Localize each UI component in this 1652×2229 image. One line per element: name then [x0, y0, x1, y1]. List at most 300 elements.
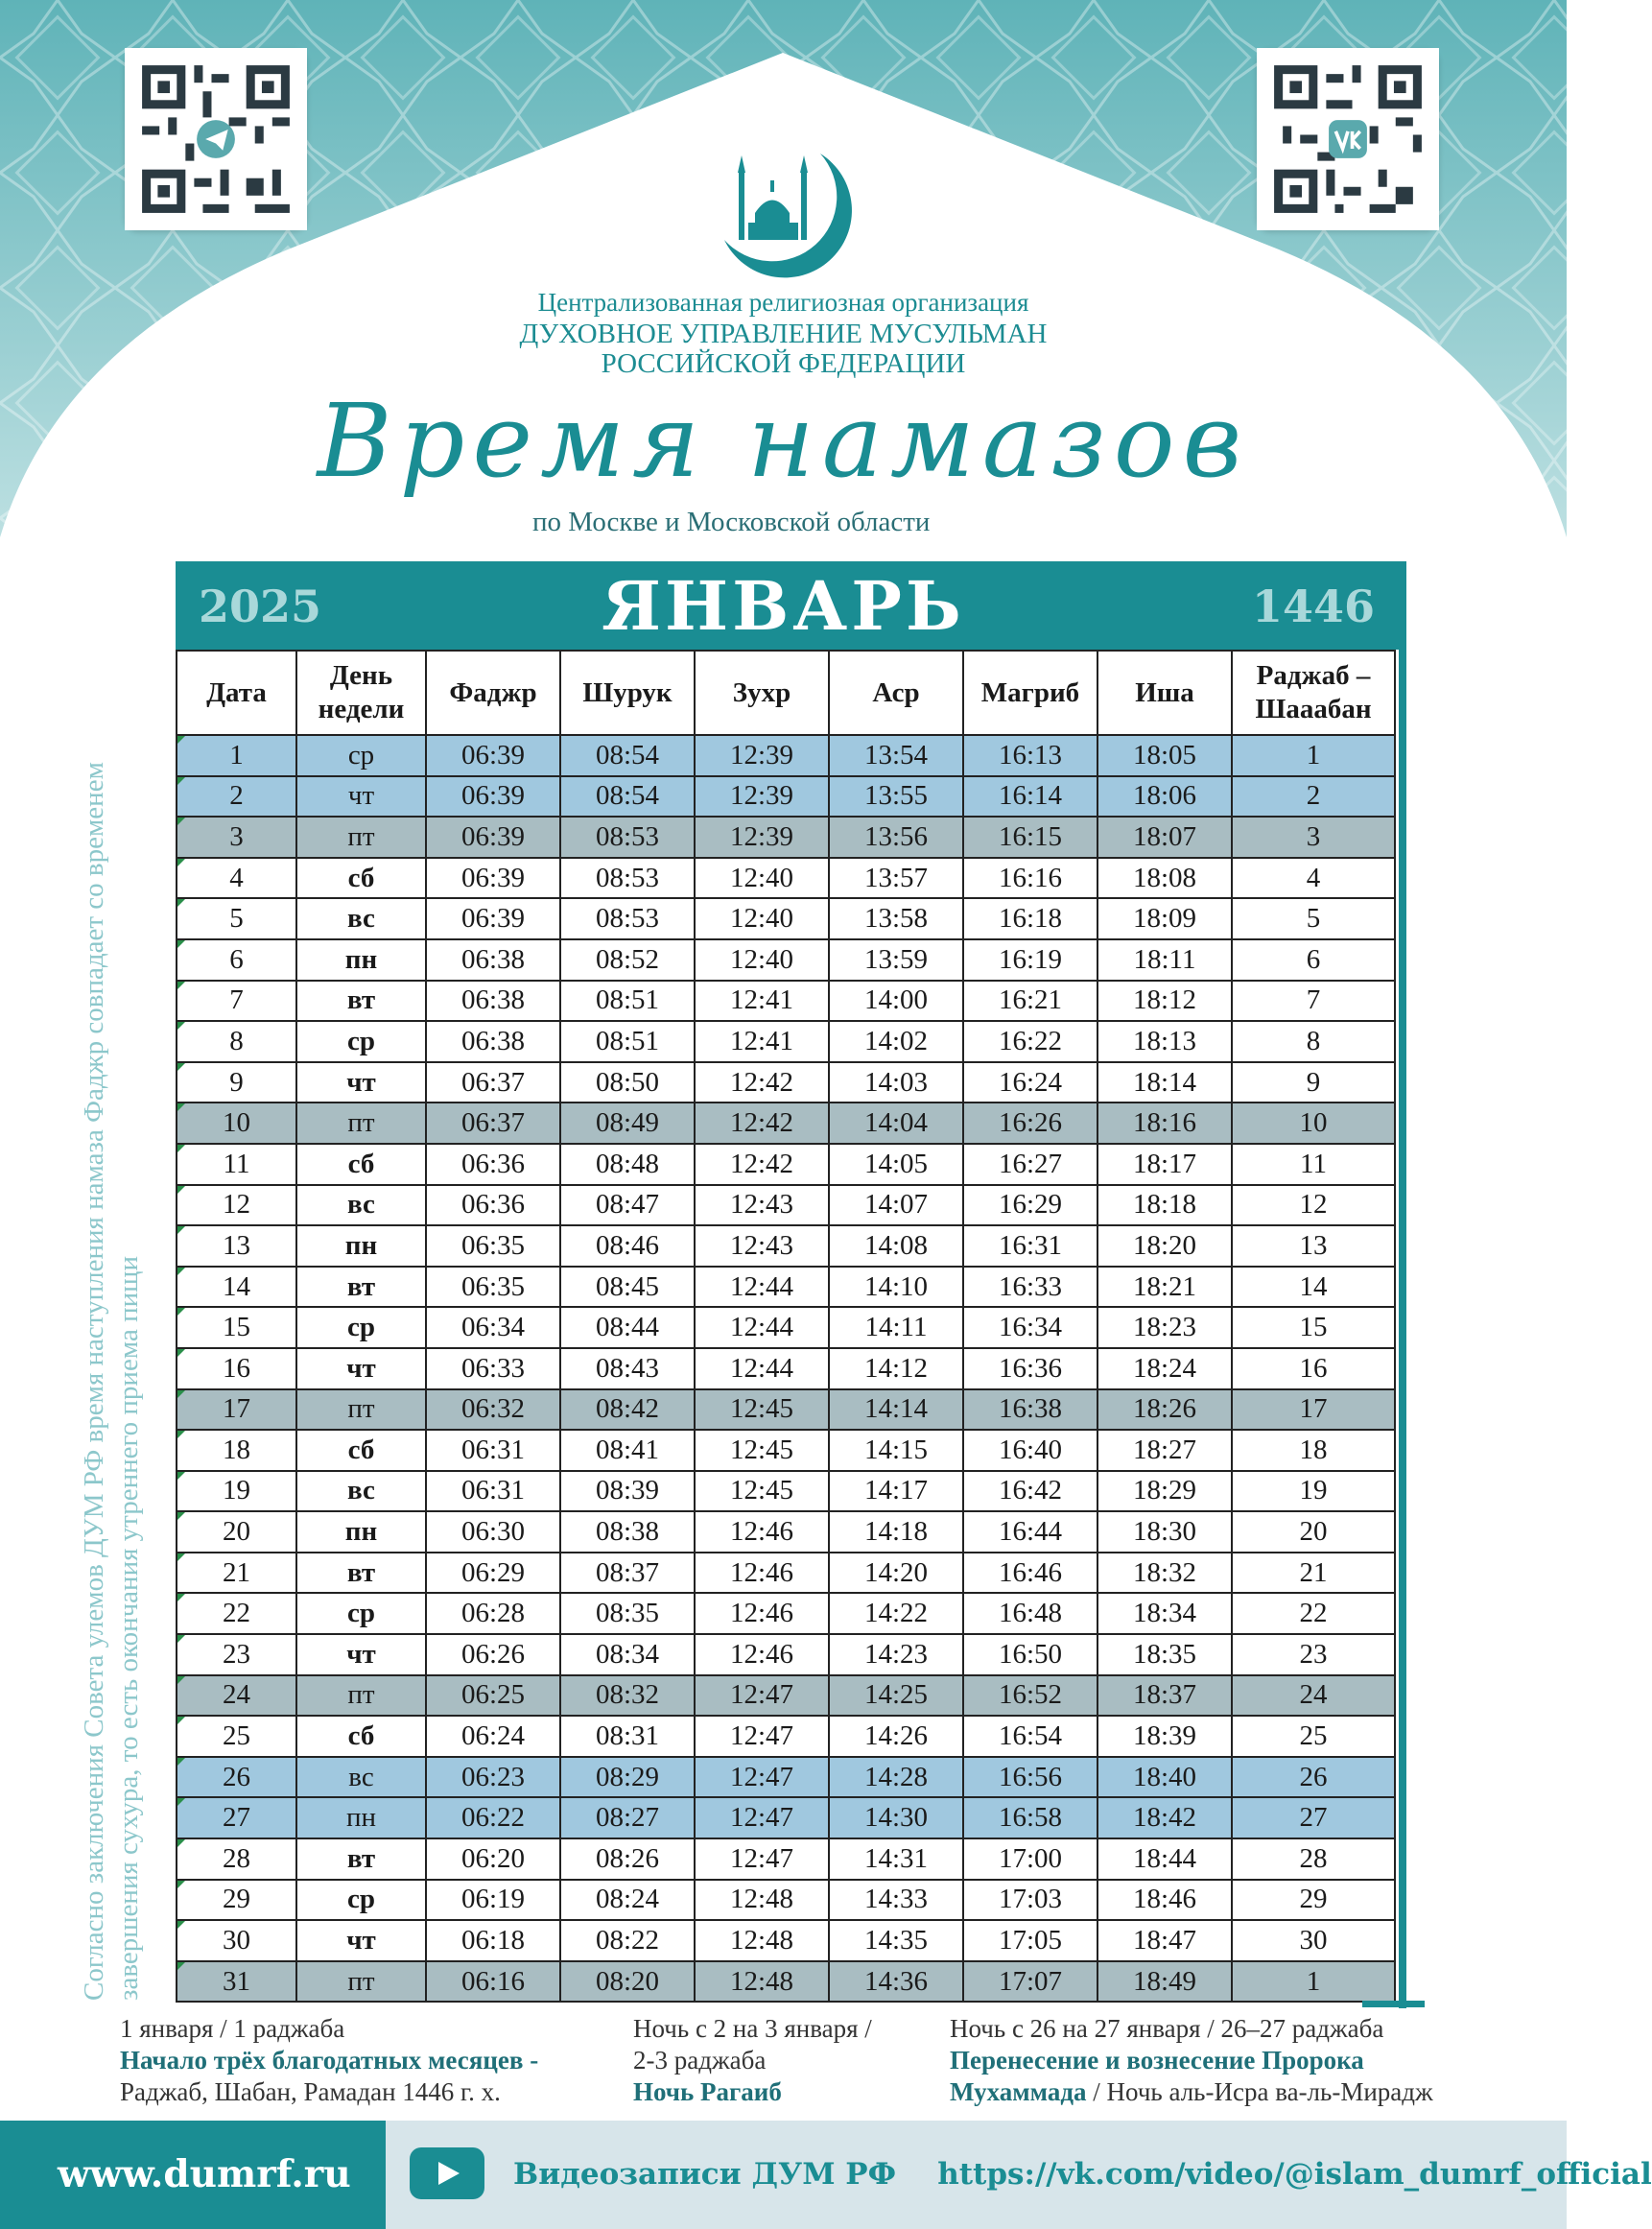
table-row [177, 1593, 1395, 1634]
fajr-cell: 06:24 [426, 1716, 560, 1757]
maghrib-cell: 16:38 [963, 1389, 1097, 1431]
maghrib-cell: 16:15 [963, 817, 1097, 858]
hijri-date-cell: 17 [1232, 1389, 1395, 1431]
zuhr-cell: 12:45 [695, 1471, 829, 1512]
hijri-date-cell: 1 [1232, 735, 1395, 776]
table-row [177, 1880, 1395, 1921]
asr-cell: 14:31 [829, 1838, 963, 1880]
isha-cell: 18:40 [1097, 1757, 1232, 1798]
fajr-cell: 06:38 [426, 981, 560, 1022]
date-cell: 24 [177, 1675, 296, 1717]
table-row [177, 1797, 1395, 1838]
shuruk-cell: 08:31 [560, 1716, 695, 1757]
date-cell: 7 [177, 981, 296, 1022]
maghrib-cell: 16:40 [963, 1430, 1097, 1471]
isha-cell: 18:13 [1097, 1021, 1232, 1062]
shuruk-cell: 08:41 [560, 1430, 695, 1471]
hijri-year: 1446 [1252, 581, 1376, 632]
isha-cell: 18:47 [1097, 1920, 1232, 1961]
shuruk-cell: 08:29 [560, 1757, 695, 1798]
hijri-date-cell: 8 [1232, 1021, 1395, 1062]
column-header-date: Дата [177, 651, 296, 735]
date-cell: 27 [177, 1797, 296, 1838]
table-row [177, 858, 1395, 899]
asr-cell: 14:30 [829, 1797, 963, 1838]
date-cell: 30 [177, 1920, 296, 1961]
event-note-3 [950, 2013, 1525, 2108]
table-row [177, 1675, 1395, 1717]
fajr-cell: 06:38 [426, 939, 560, 981]
shuruk-cell: 08:54 [560, 776, 695, 818]
weekday-cell: пт [296, 1103, 426, 1144]
hijri-date-cell: 1 [1232, 1961, 1395, 2003]
date-cell: 11 [177, 1144, 296, 1185]
table-row [177, 1471, 1395, 1512]
date-cell: 3 [177, 817, 296, 858]
fajr-cell: 06:39 [426, 858, 560, 899]
zuhr-cell: 12:47 [695, 1716, 829, 1757]
event-note-2-title: Ночь Рагаиб [633, 2077, 782, 2106]
maghrib-cell: 16:31 [963, 1225, 1097, 1267]
maghrib-cell: 16:22 [963, 1021, 1097, 1062]
zuhr-cell: 12:46 [695, 1511, 829, 1553]
zuhr-cell: 12:46 [695, 1634, 829, 1675]
fajr-cell: 06:37 [426, 1062, 560, 1103]
shuruk-cell: 08:37 [560, 1553, 695, 1594]
event-note-3-date: Ночь с 26 на 27 января / 26–27 раджаба [950, 2014, 1384, 2043]
date-cell: 31 [177, 1961, 296, 2003]
zuhr-cell: 12:39 [695, 735, 829, 776]
date-cell: 28 [177, 1838, 296, 1880]
shuruk-cell: 08:53 [560, 858, 695, 899]
zuhr-cell: 12:45 [695, 1430, 829, 1471]
maghrib-cell: 16:13 [963, 735, 1097, 776]
fajr-cell: 06:34 [426, 1307, 560, 1348]
weekday-cell: вт [296, 981, 426, 1022]
shuruk-cell: 08:22 [560, 1920, 695, 1961]
page-subtitle: по Москве и Московской области [532, 507, 931, 537]
isha-cell: 18:23 [1097, 1307, 1232, 1348]
weekday-cell: пн [296, 1225, 426, 1267]
asr-cell: 14:17 [829, 1471, 963, 1512]
weekday-cell: вт [296, 1838, 426, 1880]
prayer-times-table [176, 650, 1396, 2003]
video-url: https://vk.com/video/@islam_dumrf_official [937, 2157, 1652, 2192]
hijri-date-cell: 16 [1232, 1348, 1395, 1389]
table-row [177, 1716, 1395, 1757]
asr-cell: 14:15 [829, 1430, 963, 1471]
table-row [177, 1267, 1395, 1308]
table-body [177, 735, 1395, 2002]
weekday-cell: чт [296, 776, 426, 818]
fajr-cell: 06:25 [426, 1675, 560, 1717]
asr-cell: 13:54 [829, 735, 963, 776]
maghrib-cell: 16:34 [963, 1307, 1097, 1348]
date-cell: 16 [177, 1348, 296, 1389]
table-row [177, 1144, 1395, 1185]
shuruk-cell: 08:35 [560, 1593, 695, 1634]
weekday-cell: вс [296, 1471, 426, 1512]
weekday-cell: чт [296, 1062, 426, 1103]
fajr-cell: 06:39 [426, 735, 560, 776]
play-icon[interactable] [410, 2147, 484, 2199]
shuruk-cell: 08:26 [560, 1838, 695, 1880]
maghrib-cell: 16:48 [963, 1593, 1097, 1634]
isha-cell: 18:12 [1097, 981, 1232, 1022]
hijri-date-cell: 13 [1232, 1225, 1395, 1267]
isha-cell: 18:29 [1097, 1471, 1232, 1512]
column-header-fajr: Фаджр [426, 651, 560, 735]
hijri-date-cell: 11 [1232, 1144, 1395, 1185]
isha-cell: 18:09 [1097, 898, 1232, 939]
column-header-weekday: День недели [296, 651, 426, 735]
isha-cell: 18:37 [1097, 1675, 1232, 1717]
fajr-cell: 06:31 [426, 1471, 560, 1512]
fajr-cell: 06:35 [426, 1267, 560, 1308]
shuruk-cell: 08:53 [560, 898, 695, 939]
zuhr-cell: 12:41 [695, 1021, 829, 1062]
hijri-date-cell: 24 [1232, 1675, 1395, 1717]
vk-qr-code-icon[interactable] [1257, 48, 1439, 230]
date-cell: 6 [177, 939, 296, 981]
maghrib-cell: 16:52 [963, 1675, 1097, 1717]
date-cell: 13 [177, 1225, 296, 1267]
hijri-date-cell: 22 [1232, 1593, 1395, 1634]
weekday-cell: ср [296, 735, 426, 776]
fajr-cell: 06:38 [426, 1021, 560, 1062]
shuruk-cell: 08:44 [560, 1307, 695, 1348]
maghrib-cell: 16:44 [963, 1511, 1097, 1553]
date-cell: 4 [177, 858, 296, 899]
isha-cell: 18:49 [1097, 1961, 1232, 2003]
hijri-date-cell: 29 [1232, 1880, 1395, 1921]
event-note-2 [633, 2013, 921, 2108]
event-note-1 [120, 2013, 619, 2108]
isha-cell: 18:11 [1097, 939, 1232, 981]
zuhr-cell: 12:39 [695, 817, 829, 858]
fajr-cell: 06:36 [426, 1185, 560, 1226]
hijri-date-cell: 20 [1232, 1511, 1395, 1553]
weekday-cell: ср [296, 1307, 426, 1348]
weekday-cell: вт [296, 1553, 426, 1594]
hijri-date-cell: 18 [1232, 1430, 1395, 1471]
weekday-cell: пт [296, 817, 426, 858]
maghrib-cell: 16:19 [963, 939, 1097, 981]
fajr-cell: 06:28 [426, 1593, 560, 1634]
asr-cell: 14:35 [829, 1920, 963, 1961]
weekday-cell: сб [296, 858, 426, 899]
hijri-date-cell: 10 [1232, 1103, 1395, 1144]
organization-line-3: РОССИЙСКОЙ ФЕДЕРАЦИИ [601, 348, 966, 379]
telegram-qr-code-icon[interactable] [125, 48, 307, 230]
fajr-cell: 06:30 [426, 1511, 560, 1553]
weekday-cell: ср [296, 1880, 426, 1921]
column-header-hijri-date: Раджаб – Шааабан [1232, 651, 1395, 735]
maghrib-cell: 16:26 [963, 1103, 1097, 1144]
asr-cell: 14:23 [829, 1634, 963, 1675]
shuruk-cell: 08:53 [560, 817, 695, 858]
maghrib-cell: 16:46 [963, 1553, 1097, 1594]
asr-cell: 14:26 [829, 1716, 963, 1757]
table-row [177, 1634, 1395, 1675]
maghrib-cell: 17:05 [963, 1920, 1097, 1961]
shuruk-cell: 08:43 [560, 1348, 695, 1389]
hijri-date-cell: 19 [1232, 1471, 1395, 1512]
zuhr-cell: 12:47 [695, 1757, 829, 1798]
zuhr-cell: 12:39 [695, 776, 829, 818]
maghrib-cell: 17:07 [963, 1961, 1097, 2003]
asr-cell: 14:20 [829, 1553, 963, 1594]
isha-cell: 18:30 [1097, 1511, 1232, 1553]
fajr-cell: 06:36 [426, 1144, 560, 1185]
date-cell: 12 [177, 1185, 296, 1226]
fajr-cell: 06:22 [426, 1797, 560, 1838]
isha-cell: 18:18 [1097, 1185, 1232, 1226]
column-header-zuhr: Зухр [695, 651, 829, 735]
table-row [177, 1961, 1395, 2003]
date-cell: 10 [177, 1103, 296, 1144]
hijri-date-cell: 2 [1232, 776, 1395, 818]
date-cell: 8 [177, 1021, 296, 1062]
website-link[interactable]: www.dumrf.ru [58, 2152, 351, 2196]
maghrib-cell: 16:56 [963, 1757, 1097, 1798]
fajr-cell: 06:19 [426, 1880, 560, 1921]
asr-cell: 14:28 [829, 1757, 963, 1798]
hijri-date-cell: 15 [1232, 1307, 1395, 1348]
asr-cell: 14:10 [829, 1267, 963, 1308]
maghrib-cell: 17:00 [963, 1838, 1097, 1880]
maghrib-cell: 16:42 [963, 1471, 1097, 1512]
hijri-date-cell: 26 [1232, 1757, 1395, 1798]
shuruk-cell: 08:32 [560, 1675, 695, 1717]
hijri-date-cell: 6 [1232, 939, 1395, 981]
weekday-cell: сб [296, 1144, 426, 1185]
weekday-cell: ср [296, 1021, 426, 1062]
zuhr-cell: 12:48 [695, 1880, 829, 1921]
zuhr-cell: 12:40 [695, 858, 829, 899]
shuruk-cell: 08:51 [560, 981, 695, 1022]
event-note-3-title: Перенесение и вознесение Пророка [950, 2046, 1364, 2075]
shuruk-cell: 08:34 [560, 1634, 695, 1675]
shuruk-cell: 08:47 [560, 1185, 695, 1226]
isha-cell: 18:06 [1097, 776, 1232, 818]
hijri-date-cell: 25 [1232, 1716, 1395, 1757]
maghrib-cell: 16:24 [963, 1062, 1097, 1103]
frame-line-vertical [1399, 561, 1406, 2008]
shuruk-cell: 08:46 [560, 1225, 695, 1267]
isha-cell: 18:21 [1097, 1267, 1232, 1308]
organization-line-1: Централизованная религиозная организация [537, 288, 1029, 317]
weekday-cell: вс [296, 898, 426, 939]
date-cell: 19 [177, 1471, 296, 1512]
asr-cell: 14:11 [829, 1307, 963, 1348]
date-cell: 2 [177, 776, 296, 818]
weekday-cell: вс [296, 1185, 426, 1226]
maghrib-cell: 16:50 [963, 1634, 1097, 1675]
asr-cell: 14:12 [829, 1348, 963, 1389]
table-row [177, 1062, 1395, 1103]
asr-cell: 14:07 [829, 1185, 963, 1226]
shuruk-cell: 08:45 [560, 1267, 695, 1308]
isha-cell: 18:39 [1097, 1716, 1232, 1757]
column-header-maghrib: Магриб [963, 651, 1097, 735]
weekday-cell: чт [296, 1634, 426, 1675]
maghrib-cell: 16:36 [963, 1348, 1097, 1389]
shuruk-cell: 08:50 [560, 1062, 695, 1103]
maghrib-cell: 16:18 [963, 898, 1097, 939]
asr-cell: 13:55 [829, 776, 963, 818]
fajr-cell: 06:23 [426, 1757, 560, 1798]
zuhr-cell: 12:41 [695, 981, 829, 1022]
video-label: Видеозаписи ДУМ РФ [513, 2157, 897, 2192]
fajr-cell: 06:33 [426, 1348, 560, 1389]
zuhr-cell: 12:40 [695, 939, 829, 981]
asr-cell: 14:00 [829, 981, 963, 1022]
zuhr-cell: 12:40 [695, 898, 829, 939]
table-row [177, 1389, 1395, 1431]
isha-cell: 18:34 [1097, 1593, 1232, 1634]
asr-cell: 14:02 [829, 1021, 963, 1062]
maghrib-cell: 16:33 [963, 1267, 1097, 1308]
shuruk-cell: 08:49 [560, 1103, 695, 1144]
table-row [177, 776, 1395, 818]
weekday-cell: пт [296, 1961, 426, 2003]
asr-cell: 14:08 [829, 1225, 963, 1267]
table-row [177, 1307, 1395, 1348]
isha-cell: 18:07 [1097, 817, 1232, 858]
isha-cell: 18:27 [1097, 1430, 1232, 1471]
date-cell: 14 [177, 1267, 296, 1308]
maghrib-cell: 16:21 [963, 981, 1097, 1022]
table-row [177, 1021, 1395, 1062]
asr-cell: 14:05 [829, 1144, 963, 1185]
hijri-date-cell: 7 [1232, 981, 1395, 1022]
date-cell: 17 [177, 1389, 296, 1431]
date-cell: 1 [177, 735, 296, 776]
table-row [177, 1185, 1395, 1226]
asr-cell: 14:36 [829, 1961, 963, 2003]
shuruk-cell: 08:27 [560, 1797, 695, 1838]
month-title: ЯНВАРЬ [602, 566, 965, 646]
date-cell: 22 [177, 1593, 296, 1634]
zuhr-cell: 12:47 [695, 1675, 829, 1717]
zuhr-cell: 12:42 [695, 1062, 829, 1103]
weekday-cell: пт [296, 1389, 426, 1431]
hijri-date-cell: 3 [1232, 817, 1395, 858]
weekday-cell: пт [296, 1675, 426, 1717]
weekday-cell: пн [296, 939, 426, 981]
fajr-cell: 06:39 [426, 898, 560, 939]
maghrib-cell: 16:29 [963, 1185, 1097, 1226]
side-note: Согласно заключения Совета улемов ДУМ РФ время наступления намаза Фаджр совпадает со временем завершения сухура, то есть окончания утреннего приема пищи [79, 762, 144, 2001]
asr-cell: 14:14 [829, 1389, 963, 1431]
event-note-2-date-2: 2-3 раджаба [633, 2046, 767, 2075]
asr-cell: 14:22 [829, 1593, 963, 1634]
shuruk-cell: 08:20 [560, 1961, 695, 2003]
table-row [177, 1553, 1395, 1594]
table-row [177, 981, 1395, 1022]
fajr-cell: 06:32 [426, 1389, 560, 1431]
table-row [177, 735, 1395, 776]
event-note-3-text: / Ночь аль-Исра ва-ль-Мирадж [1086, 2077, 1433, 2106]
maghrib-cell: 16:27 [963, 1144, 1097, 1185]
mosque-crescent-logo-icon [705, 134, 863, 293]
maghrib-cell: 16:16 [963, 858, 1097, 899]
fajr-cell: 06:26 [426, 1634, 560, 1675]
date-cell: 21 [177, 1553, 296, 1594]
asr-cell: 14:04 [829, 1103, 963, 1144]
isha-cell: 18:44 [1097, 1838, 1232, 1880]
shuruk-cell: 08:42 [560, 1389, 695, 1431]
hijri-date-cell: 4 [1232, 858, 1395, 899]
maghrib-cell: 17:03 [963, 1880, 1097, 1921]
weekday-cell: чт [296, 1348, 426, 1389]
zuhr-cell: 12:46 [695, 1553, 829, 1594]
table-row [177, 1225, 1395, 1267]
asr-cell: 14:33 [829, 1880, 963, 1921]
asr-cell: 13:57 [829, 858, 963, 899]
asr-cell: 14:18 [829, 1511, 963, 1553]
table-header-row [177, 651, 1395, 735]
page-title: Время намазов [317, 382, 1250, 500]
isha-cell: 18:26 [1097, 1389, 1232, 1431]
weekday-cell: сб [296, 1430, 426, 1471]
shuruk-cell: 08:48 [560, 1144, 695, 1185]
weekday-cell: вс [296, 1757, 426, 1798]
isha-cell: 18:17 [1097, 1144, 1232, 1185]
shuruk-cell: 08:54 [560, 735, 695, 776]
hijri-date-cell: 30 [1232, 1920, 1395, 1961]
table-row [177, 1920, 1395, 1961]
hijri-date-cell: 9 [1232, 1062, 1395, 1103]
zuhr-cell: 12:47 [695, 1797, 829, 1838]
shuruk-cell: 08:24 [560, 1880, 695, 1921]
zuhr-cell: 12:45 [695, 1389, 829, 1431]
table-row [177, 817, 1395, 858]
column-header-shuruk: Шурук [560, 651, 695, 735]
zuhr-cell: 12:46 [695, 1593, 829, 1634]
fajr-cell: 06:35 [426, 1225, 560, 1267]
isha-cell: 18:16 [1097, 1103, 1232, 1144]
weekday-cell: ср [296, 1593, 426, 1634]
table-row [177, 1103, 1395, 1144]
zuhr-cell: 12:48 [695, 1961, 829, 2003]
event-note-1-text: Раджаб, Шабан, Рамадан 1446 г. х. [120, 2077, 501, 2106]
asr-cell: 14:25 [829, 1675, 963, 1717]
fajr-cell: 06:31 [426, 1430, 560, 1471]
fajr-cell: 06:39 [426, 776, 560, 818]
fajr-cell: 06:29 [426, 1553, 560, 1594]
zuhr-cell: 12:48 [695, 1920, 829, 1961]
asr-cell: 14:03 [829, 1062, 963, 1103]
event-note-1-date: 1 января / 1 раджаба [120, 2014, 345, 2043]
column-header-isha: Иша [1097, 651, 1232, 735]
shuruk-cell: 08:51 [560, 1021, 695, 1062]
isha-cell: 18:08 [1097, 858, 1232, 899]
isha-cell: 18:35 [1097, 1634, 1232, 1675]
isha-cell: 18:32 [1097, 1553, 1232, 1594]
asr-cell: 13:56 [829, 817, 963, 858]
frame-line-horizontal [1362, 2001, 1425, 2007]
maghrib-cell: 16:54 [963, 1716, 1097, 1757]
weekday-cell: сб [296, 1716, 426, 1757]
isha-cell: 18:14 [1097, 1062, 1232, 1103]
table-row [177, 898, 1395, 939]
table-row [177, 939, 1395, 981]
date-cell: 29 [177, 1880, 296, 1921]
video-link[interactable] [513, 2157, 1652, 2192]
zuhr-cell: 12:44 [695, 1267, 829, 1308]
